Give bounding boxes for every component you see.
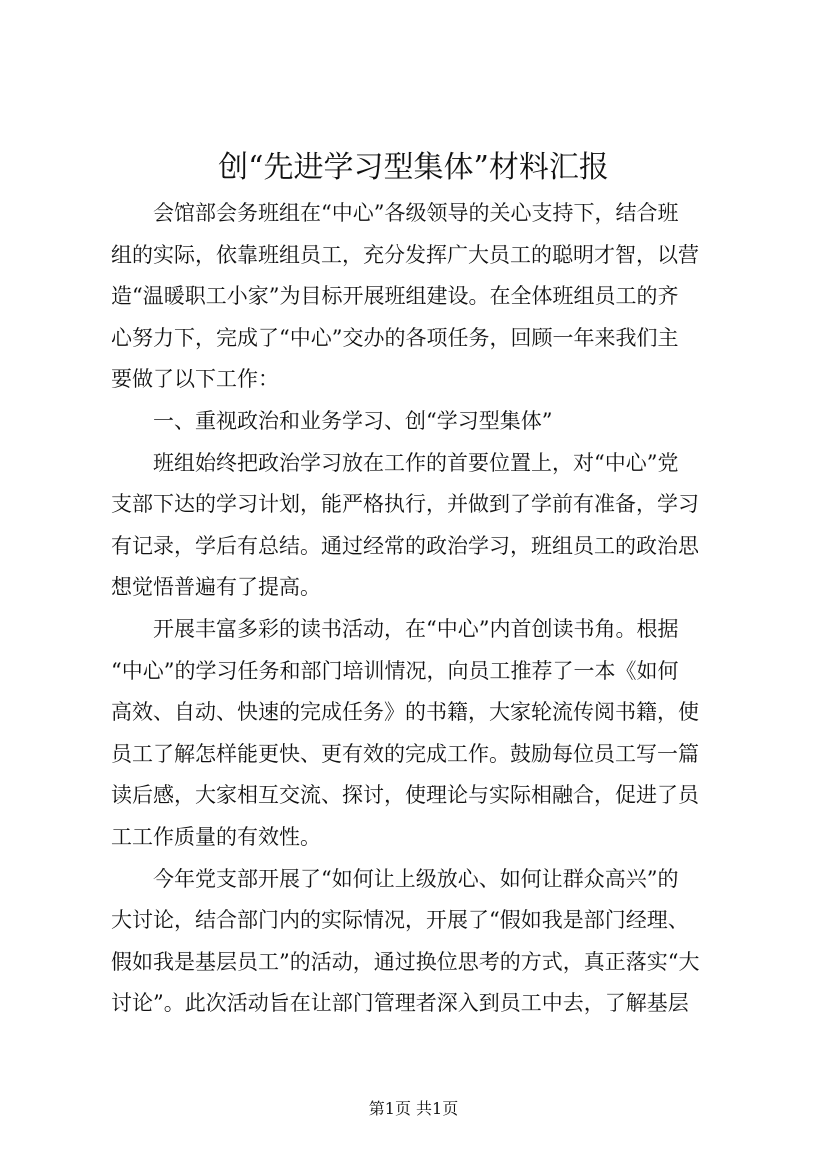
page-footer: 第1页 共1页 (368, 1099, 459, 1118)
body-line: “中心”的学习任务和部门培训情况，向员工推荐了一本《如何 (111, 658, 679, 683)
section-heading: 一、重视政治和业务学习、创“学习型集体” (111, 408, 553, 433)
body-line: 工工作质量的有效性。 (111, 824, 321, 849)
body-line: 员工了解怎样能更快、更有效的完成工作。鼓励每位员工写一篇 (111, 741, 699, 766)
body-line: 造“温暖职工小家”为目标开展班组建设。在全体班组员工的齐 (111, 284, 679, 309)
document-title: 创“先进学习型集体”材料汇报 (218, 150, 609, 185)
body-line: 要做了以下工作： (111, 367, 279, 392)
body-line: 支部下达的学习计划，能严格执行，并做到了学前有准备，学习 (111, 492, 699, 517)
body-line: 讨论”。此次活动旨在让部门管理者深入到员工中去，了解基层 (111, 991, 689, 1016)
body-line: 有记录，学后有总结。通过经常的政治学习，班组员工的政治思 (111, 533, 699, 558)
body-line: 大讨论，结合部门内的实际情况，开展了“假如我是部门经理、 (111, 908, 689, 933)
body-line: 今年党支部开展了“如何让上级放心、如何让群众高兴”的 (111, 866, 679, 891)
document-body (111, 193, 736, 1025)
body-line: 读后感，大家相互交流、探讨，使理论与实际相融合，促进了员 (111, 783, 699, 808)
body-line: 班组始终把政治学习放在工作的首要位置上，对“中心”党 (111, 450, 679, 475)
body-line: 会馆部会务班组在“中心”各级领导的关心支持下，结合班 (111, 201, 679, 225)
body-line: 高效、自动、快速的完成任务》的书籍，大家轮流传阅书籍，使 (111, 700, 699, 725)
body-line: 假如我是基层员工”的活动，通过换位思考的方式，真正落实“大 (111, 949, 700, 974)
body-line: 想觉悟普遍有了提高。 (111, 575, 321, 600)
body-line: 开展丰富多彩的读书活动，在“中心”内首创读书角。根据 (111, 616, 679, 641)
body-line: 组的实际，依靠班组员工，充分发挥广大员工的聪明才智，以营 (111, 242, 699, 267)
body-line: 心努力下，完成了“中心”交办的各项任务，回顾一年来我们主 (111, 325, 679, 350)
